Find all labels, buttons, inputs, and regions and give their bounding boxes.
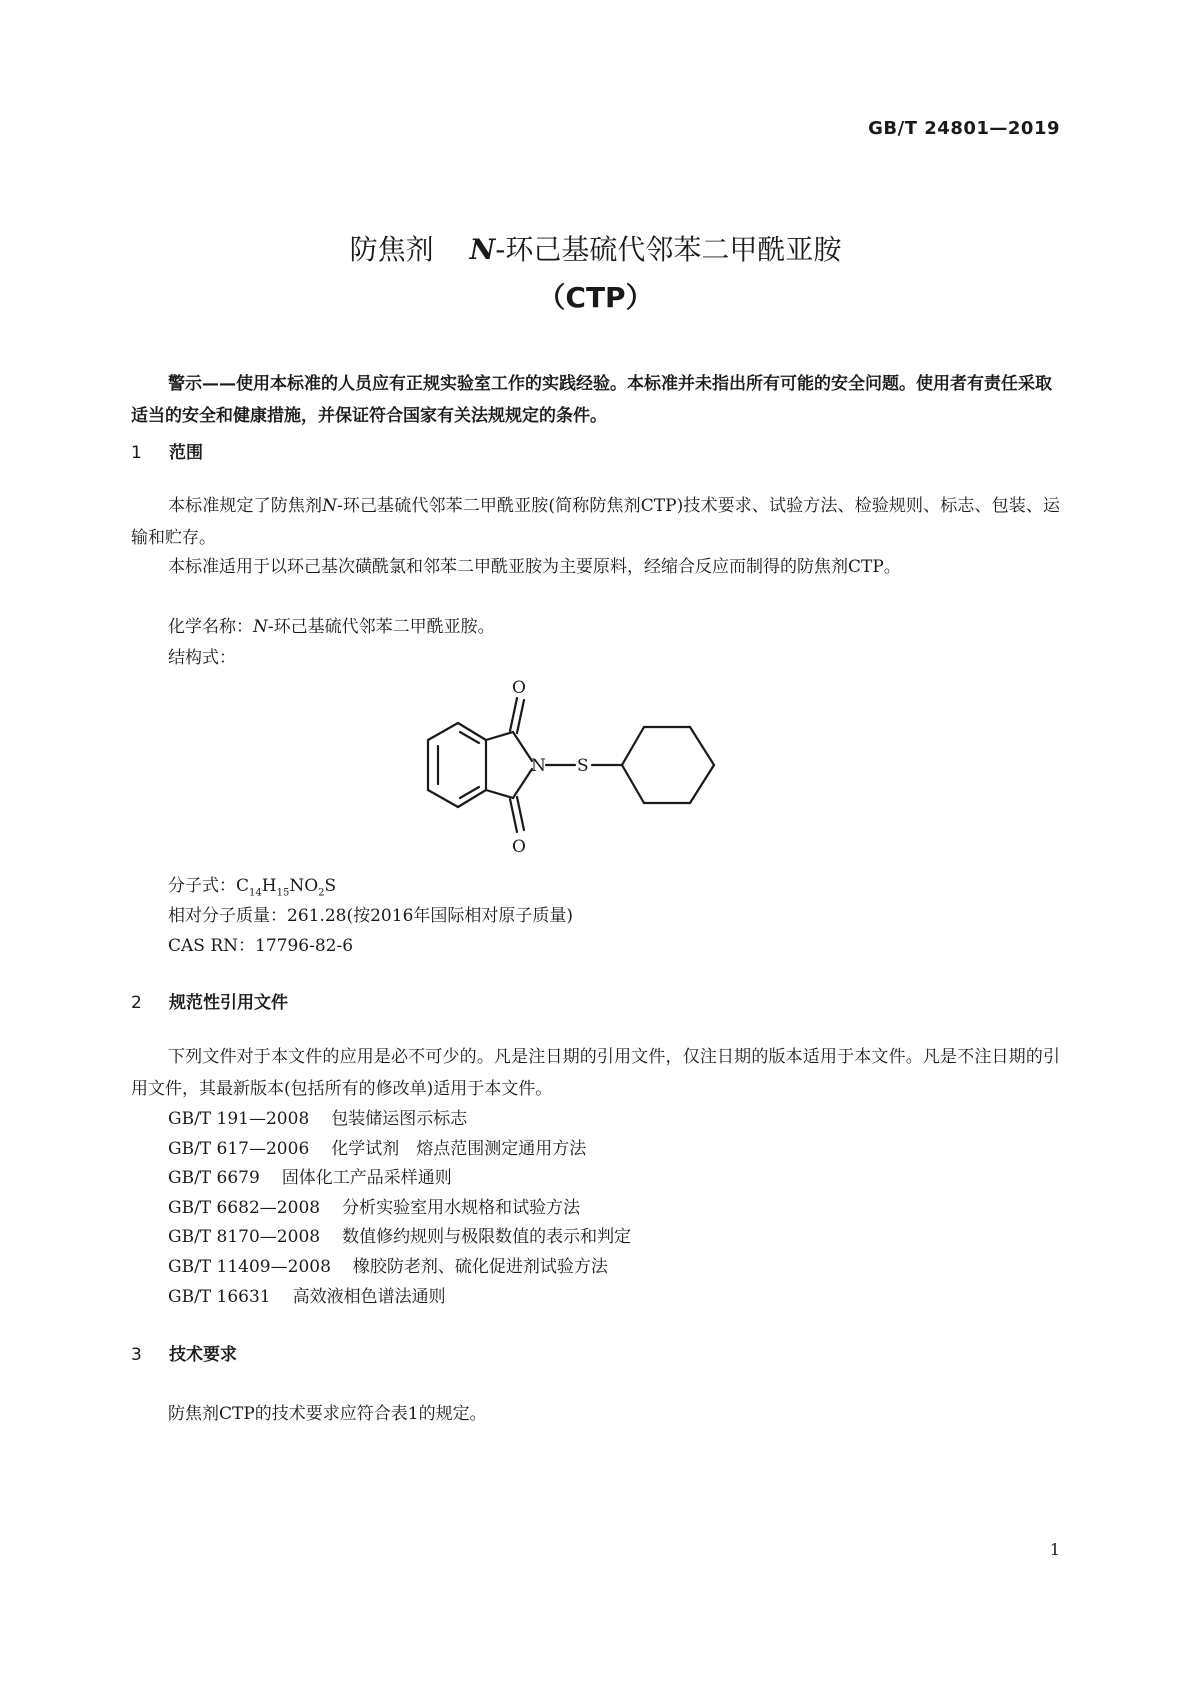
reference-code: GB/T 16631 <box>168 1286 271 1307</box>
formula-h: H <box>261 876 277 896</box>
reference-item <box>168 1282 446 1307</box>
structural-formula <box>400 678 730 865</box>
document-title <box>0 228 1191 268</box>
atom-o-top: O <box>512 678 526 698</box>
formula-c: C <box>236 876 250 896</box>
reference-title: 数值修约规则与极限数值的表示和判定 <box>342 1227 632 1248</box>
section-2-title: 规范性引用文件 <box>169 993 288 1013</box>
atom-o-bottom: O <box>512 837 526 857</box>
formula-s: S <box>324 876 337 896</box>
atom-s: S <box>577 756 589 776</box>
molecular-formula <box>168 871 336 898</box>
para1-part-a: 本标准规定了防焦剂 <box>168 496 323 516</box>
section-1-para-2: 本标准适用于以环己基次磺酰氯和邻苯二甲酰亚胺为主要原料，经缩合反应而制得的防焦剂CTP。 <box>168 557 901 577</box>
section-3-title: 技术要求 <box>169 1345 237 1365</box>
para1-part-b: -环己基硫代邻苯二甲酰亚胺(简称防焦剂CTP)技术要求、试验方法、检验规则、标志、包装、运输和贮存。 <box>131 496 1060 548</box>
formula-c-count: 14 <box>249 887 262 899</box>
document-subtitle: （CTP） <box>537 281 654 314</box>
reference-item <box>168 1104 467 1129</box>
reference-item <box>168 1193 580 1218</box>
relative-molecular-mass: 相对分子质量：261.28(按2016年国际相对原子质量) <box>168 906 574 926</box>
para1-n-letter: N <box>322 496 338 516</box>
reference-code: GB/T 11409—2008 <box>168 1257 331 1277</box>
structure-label: 结构式： <box>168 648 236 668</box>
atom-n: N <box>531 756 546 776</box>
chem-name-n-letter: N <box>253 617 268 637</box>
title-main: -环己基硫代邻苯二甲酰亚胺 <box>495 233 842 266</box>
section-1-title: 范围 <box>169 443 203 463</box>
section-1-heading <box>131 438 203 463</box>
reference-title: 分析实验室用水规格和试验方法 <box>342 1197 581 1218</box>
warning-text: 警示——使用本标准的人员应有正规实验室工作的实践经验。本标准并未指出所有可能的安全问题。使用者有责任采取适当的安全和健康措施，并保证符合国家有关法规规定的条件。 <box>131 374 1052 426</box>
reference-item <box>168 1134 586 1159</box>
reference-title: 包装储运图示标志 <box>331 1109 468 1129</box>
reference-title: 化学试剂 熔点范围测定通用方法 <box>331 1138 587 1159</box>
reference-title: 高效液相色谱法通则 <box>292 1286 446 1307</box>
section-3-number: 3 <box>131 1345 142 1365</box>
reference-code: GB/T 6682—2008 <box>168 1197 321 1218</box>
title-n-letter: N <box>469 233 496 266</box>
formula-label: 分子式： <box>168 876 236 896</box>
formula-no: NO <box>289 876 319 896</box>
formula-o-count: 2 <box>318 887 325 899</box>
page-number: 1 <box>1049 1540 1060 1559</box>
section-3-para: 防焦剂CTP的技术要求应符合表1的规定。 <box>168 1404 487 1424</box>
reference-item <box>168 1222 631 1247</box>
title-prefix: 防焦剂 <box>349 233 434 266</box>
formula-h-count: 15 <box>276 887 290 899</box>
reference-code: GB/T 191—2008 <box>168 1109 310 1129</box>
section-2-heading <box>131 988 288 1013</box>
reference-code: GB/T 8170—2008 <box>168 1227 321 1248</box>
chemical-name <box>168 612 495 637</box>
section-2-intro: 下列文件对于本文件的应用是必不可少的。凡是注日期的引用文件，仅注日期的版本适用于本文件。凡是不注日期的引用文件，其最新版本(包括所有的修改单)适用于本文件。 <box>131 1047 1060 1099</box>
section-1-para-1 <box>131 490 1060 554</box>
chem-name-rest: -环己基硫代邻苯二甲酰亚胺。 <box>267 617 495 637</box>
standard-code: GB/T 24801—2019 <box>868 118 1060 139</box>
section-3-heading <box>131 1340 237 1365</box>
reference-item <box>168 1163 452 1188</box>
section-2-number: 2 <box>131 993 142 1013</box>
reference-code: GB/T 6679 <box>168 1168 260 1189</box>
reference-title: 固体化工产品采样通则 <box>281 1168 452 1189</box>
chem-name-label: 化学名称： <box>168 617 253 637</box>
reference-item <box>168 1252 608 1277</box>
section-1-number: 1 <box>131 443 142 463</box>
reference-code: GB/T 617—2006 <box>168 1138 310 1159</box>
cas-number: CAS RN：17796-82-6 <box>168 936 354 956</box>
reference-title: 橡胶防老剂、硫化促进剂试验方法 <box>352 1257 608 1277</box>
